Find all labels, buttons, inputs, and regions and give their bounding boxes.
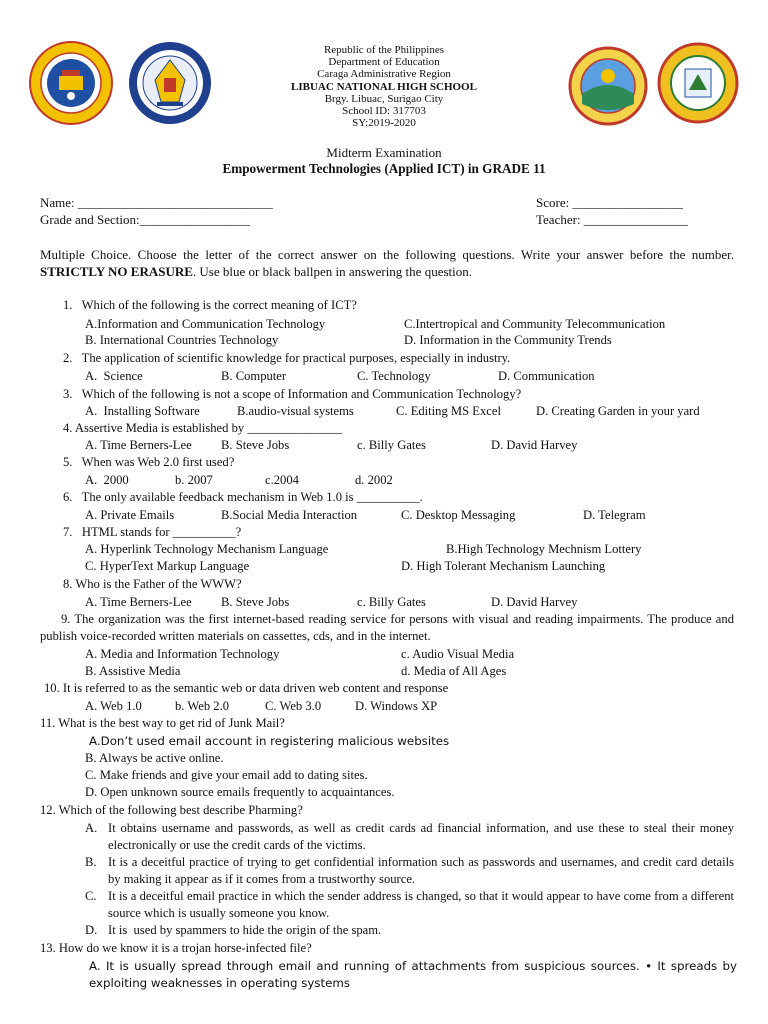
q2-option-b: B. Computer: [221, 369, 287, 383]
q12-option-a: It obtains username and passwords, as well as credit cards ad financial information, and use these to steal their money electronically or use the credit cards of the victims.: [108, 821, 734, 852]
q11-option-c: C. Make friends and give your email add to dating sites.: [85, 768, 368, 782]
document-header: [0, 44, 768, 129]
score-field[interactable]: Score: _________________: [536, 195, 683, 210]
exam-type: Midterm Examination: [326, 145, 442, 160]
q12-option-b-letter: B.: [85, 855, 97, 869]
q1-option-b: B. International Countries Technology: [85, 333, 279, 347]
q9-option-b: B. Assistive Media: [85, 664, 181, 678]
q1-option-c: C.Intertropical and Community Telecommunication: [404, 317, 666, 331]
q8-option-c: c. Billy Gates: [357, 595, 426, 609]
q1-option-a: A.Information and Communication Technology: [85, 317, 326, 331]
q8-option-b: B. Steve Jobs: [221, 595, 290, 609]
question-6: 6. The only available feedback mechanism in Web 1.0 is __________.: [63, 490, 423, 504]
q10-option-a: A. Web 1.0: [85, 699, 142, 713]
q12-option-d: It is used by spammers to hide the origin of the spam.: [108, 923, 382, 937]
q2-option-d: D. Communication: [498, 369, 595, 383]
q6-option-a: A. Private Emails: [85, 508, 175, 522]
question-2: 2. The application of scientific knowledge for practical purposes, especially in industry.: [63, 351, 511, 365]
q11-option-b: B. Always be active online.: [85, 751, 224, 765]
q6-option-c: C. Desktop Messaging: [401, 508, 516, 522]
q4-option-a: A. Time Berners-Lee: [85, 438, 192, 452]
header-school-name: LIBUAC NATIONAL HIGH SCHOOL: [291, 80, 477, 93]
q10-option-d: D. Windows XP: [355, 699, 438, 713]
instructions-text: Multiple Choice. Choose the letter of the correct answer on the following questions. Write your answer before the number.: [40, 247, 734, 262]
q5-option-a: A. 2000: [85, 473, 129, 487]
instructions: [40, 246, 734, 280]
q8-option-a: A. Time Berners-Lee: [85, 595, 192, 609]
q5-option-d: d. 2002: [355, 473, 393, 487]
q5-option-b: b. 2007: [175, 473, 213, 487]
question-8: 8. Who is the Father of the WWW?: [63, 577, 242, 591]
question-4: 4. Assertive Media is established by _______________: [63, 421, 342, 435]
q7-option-b: B.High Technology Mechnism Lottery: [446, 542, 642, 556]
header-address: Brgy. Libuac, Surigao City: [324, 92, 444, 105]
q11-option-a: A.Don’t used email account in registering malicious websites: [89, 734, 450, 748]
question-5: 5. When was Web 2.0 first used?: [63, 455, 235, 469]
q4-option-d: D. David Harvey: [491, 438, 578, 452]
q7-option-a: A. Hyperlink Technology Mechanism Language: [85, 542, 329, 556]
question-9: 9. The organization was the first internet-based reading service for persons with visual and reading impairments. The produce and publish voice-recorded written materials on cassettes, cds, and in the internet.: [40, 612, 734, 643]
q2-option-a: A. Science: [85, 369, 143, 383]
q6-option-b: B.Social Media Interaction: [221, 508, 358, 522]
header-school-year: SY:2019-2020: [352, 117, 416, 130]
question-7: 7. HTML stands for __________?: [63, 525, 242, 539]
q13-option-a: A. It is usually spread through email and running of attachments from suspicious sources. • It spreads by exploiting weaknesses in operating systems: [89, 959, 737, 990]
question-10: 10. It is referred to as the semantic web or data driven web content and response: [44, 681, 449, 695]
q10-option-c: C. Web 3.0: [265, 699, 322, 713]
q9-option-d: d. Media of All Ages: [401, 664, 507, 678]
q12-option-a-letter: A.: [85, 821, 98, 835]
q8-option-d: D. David Harvey: [491, 595, 578, 609]
q2-option-c: C. Technology: [357, 369, 431, 383]
question-3: 3. Which of the following is not a scope of Information and Communication Technology?: [63, 387, 522, 401]
q10-option-b: b. Web 2.0: [175, 699, 230, 713]
q4-option-c: c. Billy Gates: [357, 438, 426, 452]
instructions-text-end: . Use blue or black ballpen in answering the question.: [192, 264, 472, 279]
q7-option-c: C. HyperText Markup Language: [85, 559, 250, 573]
grade-section-field[interactable]: Grade and Section:_________________: [40, 212, 251, 227]
q12-option-d-letter: D.: [85, 923, 98, 937]
instructions-warning: STRICTLY NO ERASURE: [40, 264, 193, 279]
header-republic: Republic of the Philippines: [323, 44, 445, 56]
question-11: 11. What is the best way to get rid of Junk Mail?: [40, 716, 285, 730]
q3-option-a: A. Installing Software: [85, 404, 200, 418]
question-1: 1. Which of the following is the correct meaning of ICT?: [63, 298, 357, 312]
q1-option-d: D. Information in the Community Trends: [404, 333, 612, 347]
exam-title: Empowerment Technologies (Applied ICT) in GRADE 11: [222, 161, 546, 176]
q5-option-c: c.2004: [265, 473, 299, 487]
header-school-id: School ID: 317703: [342, 105, 426, 118]
q12-option-b: It is a deceitful practice of trying to get confidential information such as passwords and usernames, and credit card details by making it appear as if it comes from a trustworthy source.: [108, 855, 734, 886]
q3-option-b: B.audio-visual systems: [237, 404, 354, 418]
q12-option-c-letter: C.: [85, 889, 97, 903]
header-department: Department of Education: [328, 56, 440, 69]
q9-option-c: c. Audio Visual Media: [401, 647, 515, 661]
q12-option-c: It is a deceitful email practice in which the sender address is changed, so that it would appear to have come from a different source which is usually someone you know.: [108, 889, 734, 920]
q6-option-d: D. Telegram: [583, 508, 646, 522]
teacher-field[interactable]: Teacher: ________________: [536, 212, 688, 227]
question-13: 13. How do we know it is a trojan horse-infected file?: [40, 941, 312, 955]
q9-option-a: A. Media and Information Technology: [85, 647, 280, 661]
q11-option-d: D. Open unknown source emails frequently to acquaintances.: [85, 785, 395, 799]
name-field[interactable]: Name: ______________________________: [40, 195, 273, 210]
exam-heading: [0, 145, 768, 177]
header-region: Caraga Administrative Region: [317, 68, 451, 81]
question-12: 12. Which of the following best describe Pharming?: [40, 803, 303, 817]
q7-option-d: D. High Tolerant Mechanism Launching: [401, 559, 606, 573]
q3-option-d: D. Creating Garden in your yard: [536, 404, 700, 418]
q3-option-c: C. Editing MS Excel: [396, 404, 501, 418]
q4-option-b: B. Steve Jobs: [221, 438, 290, 452]
